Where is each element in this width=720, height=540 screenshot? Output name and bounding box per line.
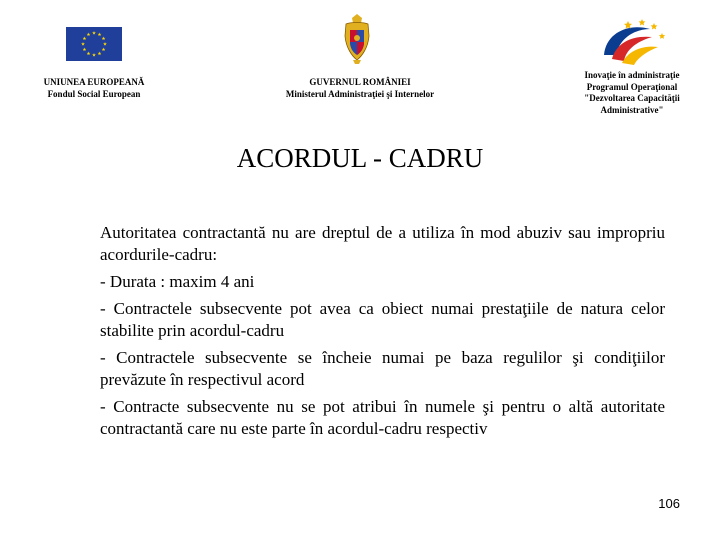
- eu-flag-icon: [66, 27, 122, 61]
- gov-header-line2: Ministerul Administraţiei şi Internelor: [285, 89, 435, 99]
- gov-header-text: [262, 76, 458, 100]
- eu-header-line2: Fondul Social European: [47, 89, 141, 99]
- slide-body: [100, 222, 665, 445]
- body-paragraph-durata: - Durata : maxim 4 ani: [100, 272, 255, 291]
- ie-header-line1: Inovaţie în administraţie: [584, 70, 680, 80]
- eu-header-text: [20, 76, 168, 100]
- page-number: 106: [658, 496, 680, 511]
- romanian-coat-of-arms-icon: [342, 14, 372, 64]
- body-paragraph-reguli: - Contractele subsecvente se încheie numai pe baza regulilor şi condiţiilor prevăzute în respectivul acord: [100, 348, 665, 389]
- slide-title-text: ACORDUL - CADRU: [236, 143, 484, 173]
- body-paragraph-intro: Autoritatea contractantă nu are dreptul de a utiliza în mod abuziv sau impropriu acordurile-cadru:: [100, 223, 665, 264]
- eu-header-line1: UNIUNEA EUROPEANĂ: [43, 77, 145, 87]
- ie-header-line2: Programul Operaţional: [586, 81, 678, 92]
- ie-header-line4: Administrative": [600, 104, 664, 115]
- gov-header-line1: GUVERNUL ROMÂNIEI: [309, 77, 411, 87]
- body-paragraph-atribuire: - Contracte subsecvente nu se pot atribui în numele şi pentru o altă autoritate contractantă care nu este parte în acordul-cadru respectiv: [100, 397, 665, 438]
- slide-title: [0, 141, 720, 175]
- ie-header-line3: "Dezvoltarea Capacităţii: [584, 93, 680, 103]
- ie-header-text: [558, 70, 706, 116]
- body-paragraph-obiect: - Contractele subsecvente pot avea ca obiect numai prestaţiile de natura celor stabilite prin acordul-cadru: [100, 299, 665, 340]
- inovatie-administratie-logo-icon: [598, 15, 670, 73]
